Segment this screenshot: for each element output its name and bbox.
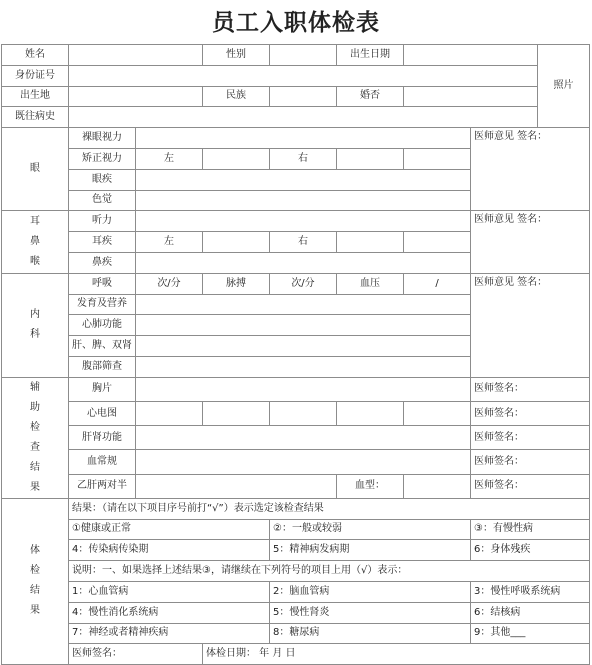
ecg-field-4[interactable] bbox=[337, 401, 404, 425]
blood-routine-doctor-sign[interactable]: 医师签名： bbox=[471, 450, 590, 474]
result-option-1[interactable]: ①健康或正常 bbox=[69, 519, 270, 540]
ecg-field-5[interactable] bbox=[404, 401, 471, 425]
naked-vision-label: 裸眼视力 bbox=[69, 128, 136, 149]
blood-routine-field[interactable] bbox=[136, 450, 471, 474]
ear-disease-label: 耳疾 bbox=[69, 232, 136, 253]
name-label: 姓名 bbox=[2, 45, 69, 66]
name-field[interactable] bbox=[69, 45, 203, 66]
corrected-vision-label: 矫正视力 bbox=[69, 148, 136, 169]
hepatitis-b-doctor-sign[interactable]: 医师签名： bbox=[471, 474, 590, 498]
eye-disease-field[interactable] bbox=[136, 169, 471, 190]
result-section-label: 体 检 结 果 bbox=[2, 498, 69, 664]
eye-left-label: 左 bbox=[136, 148, 203, 169]
ethnicity-field[interactable] bbox=[270, 86, 337, 107]
blood-routine-label: 血常规 bbox=[69, 450, 136, 474]
disease-option-1[interactable]: 1：心血管病 bbox=[69, 581, 270, 602]
heart-lung-field[interactable] bbox=[136, 315, 471, 336]
heart-lung-label: 心肺功能 bbox=[69, 315, 136, 336]
result-option-3[interactable]: ③：有慢性病 bbox=[471, 519, 590, 540]
color-vision-label: 色觉 bbox=[69, 190, 136, 211]
birth-date-field[interactable] bbox=[404, 45, 538, 66]
eye-section-label: 眼 bbox=[2, 128, 69, 211]
disease-option-9[interactable]: 9：其他___ bbox=[471, 623, 590, 644]
nose-disease-field[interactable] bbox=[136, 252, 471, 273]
pulse-label: 脉搏 bbox=[203, 273, 270, 294]
pulse-unit: 次/分 bbox=[270, 273, 337, 294]
hepatitis-b-field[interactable] bbox=[136, 474, 337, 498]
blood-type-field[interactable] bbox=[404, 474, 471, 498]
ent-doctor-opinion[interactable]: 医师意见 签名： bbox=[471, 211, 590, 273]
eye-left-field[interactable] bbox=[203, 148, 270, 169]
ecg-label: 心电图 bbox=[69, 401, 136, 425]
liver-spleen-kidney-field[interactable] bbox=[136, 336, 471, 357]
internal-section-label: 内 科 bbox=[2, 273, 69, 377]
gender-field[interactable] bbox=[270, 45, 337, 66]
birthplace-label: 出生地 bbox=[2, 86, 69, 107]
photo-box: 照片 bbox=[538, 45, 590, 128]
result-instruction: 结果：（请在以下项目序号前打“√”）表示选定该检查结果 bbox=[69, 498, 590, 519]
disease-option-4[interactable]: 4：慢性消化系统病 bbox=[69, 602, 270, 623]
result-doctor-sign[interactable]: 医师签名： bbox=[69, 644, 203, 665]
disease-option-7[interactable]: 7：神经或者精神疾病 bbox=[69, 623, 270, 644]
liver-kidney-label: 肝肾功能 bbox=[69, 426, 136, 450]
exam-form-table bbox=[1, 44, 590, 665]
blood-pressure-field[interactable]: / bbox=[404, 273, 471, 294]
birthplace-field[interactable] bbox=[69, 86, 203, 107]
hearing-field[interactable] bbox=[136, 211, 471, 232]
marital-label: 婚否 bbox=[337, 86, 404, 107]
result-option-4[interactable]: 4：传染病传染期 bbox=[69, 540, 270, 561]
blood-pressure-label: 血压 bbox=[337, 273, 404, 294]
page-title: 员工入职体检表 bbox=[212, 10, 380, 36]
disease-option-2[interactable]: 2：脑血管病 bbox=[270, 581, 471, 602]
respiration-unit: 次/分 bbox=[136, 273, 203, 294]
ear-right-field[interactable] bbox=[337, 232, 404, 253]
ear-left-field[interactable] bbox=[203, 232, 270, 253]
id-field[interactable] bbox=[69, 65, 538, 86]
exam-date[interactable]: 体检日期： 年 月 日 bbox=[203, 644, 590, 665]
abdominal-field[interactable] bbox=[136, 356, 471, 377]
ent-section-label: 耳 鼻 喉 bbox=[2, 211, 69, 273]
nose-disease-label: 鼻疾 bbox=[69, 252, 136, 273]
gender-label: 性别 bbox=[203, 45, 270, 66]
result-option-6[interactable]: 6：身体残疾 bbox=[471, 540, 590, 561]
history-label: 既往病史 bbox=[2, 107, 69, 128]
disease-option-5[interactable]: 5：慢性肾炎 bbox=[270, 602, 471, 623]
chest-xray-doctor-sign[interactable]: 医师签名： bbox=[471, 377, 590, 401]
liver-spleen-kidney-label: 肝、脾、双肾 bbox=[69, 336, 136, 357]
history-field[interactable] bbox=[69, 107, 538, 128]
respiration-label: 呼吸 bbox=[69, 273, 136, 294]
disease-option-8[interactable]: 8：糖尿病 bbox=[270, 623, 471, 644]
eye-doctor-opinion[interactable]: 医师意见 签名： bbox=[471, 128, 590, 211]
result-note: 说明：一、如果选择上述结果③，请继续在下列符号的项目上用（√）表示： bbox=[69, 561, 590, 582]
development-field[interactable] bbox=[136, 294, 471, 315]
chest-xray-field[interactable] bbox=[136, 377, 471, 401]
abdominal-label: 腹部筛查 bbox=[69, 356, 136, 377]
disease-option-3[interactable]: 3：慢性呼吸系统病 bbox=[471, 581, 590, 602]
ecg-field-2[interactable] bbox=[203, 401, 270, 425]
color-vision-field[interactable] bbox=[136, 190, 471, 211]
result-option-5[interactable]: 5：精神病发病期 bbox=[270, 540, 471, 561]
ethnicity-label: 民族 bbox=[203, 86, 270, 107]
chest-xray-label: 胸片 bbox=[69, 377, 136, 401]
development-label: 发育及营养 bbox=[69, 294, 136, 315]
ecg-doctor-sign[interactable]: 医师签名： bbox=[471, 401, 590, 425]
eye-right-field[interactable] bbox=[337, 148, 404, 169]
liver-kidney-field[interactable] bbox=[136, 426, 471, 450]
result-option-2[interactable]: ②：一般或较弱 bbox=[270, 519, 471, 540]
ear-right-label: 右 bbox=[270, 232, 337, 253]
liver-kidney-doctor-sign[interactable]: 医师签名： bbox=[471, 426, 590, 450]
auxiliary-section-label: 辅 助 检 查 结 果 bbox=[2, 377, 69, 498]
hepatitis-b-label: 乙肝两对半 bbox=[69, 474, 136, 498]
id-label: 身份证号 bbox=[2, 65, 69, 86]
naked-vision-field[interactable] bbox=[136, 128, 471, 149]
disease-option-6[interactable]: 6：结核病 bbox=[471, 602, 590, 623]
hearing-label: 听力 bbox=[69, 211, 136, 232]
ecg-field-3[interactable] bbox=[270, 401, 337, 425]
ear-left-label: 左 bbox=[136, 232, 203, 253]
eye-disease-label: 眼疾 bbox=[69, 169, 136, 190]
blood-type-label: 血型： bbox=[337, 474, 404, 498]
marital-field[interactable] bbox=[404, 86, 538, 107]
birth-date-label: 出生日期 bbox=[337, 45, 404, 66]
eye-right-label: 右 bbox=[270, 148, 337, 169]
ecg-field-1[interactable] bbox=[136, 401, 203, 425]
internal-doctor-opinion[interactable]: 医师意见 签名： bbox=[471, 273, 590, 377]
